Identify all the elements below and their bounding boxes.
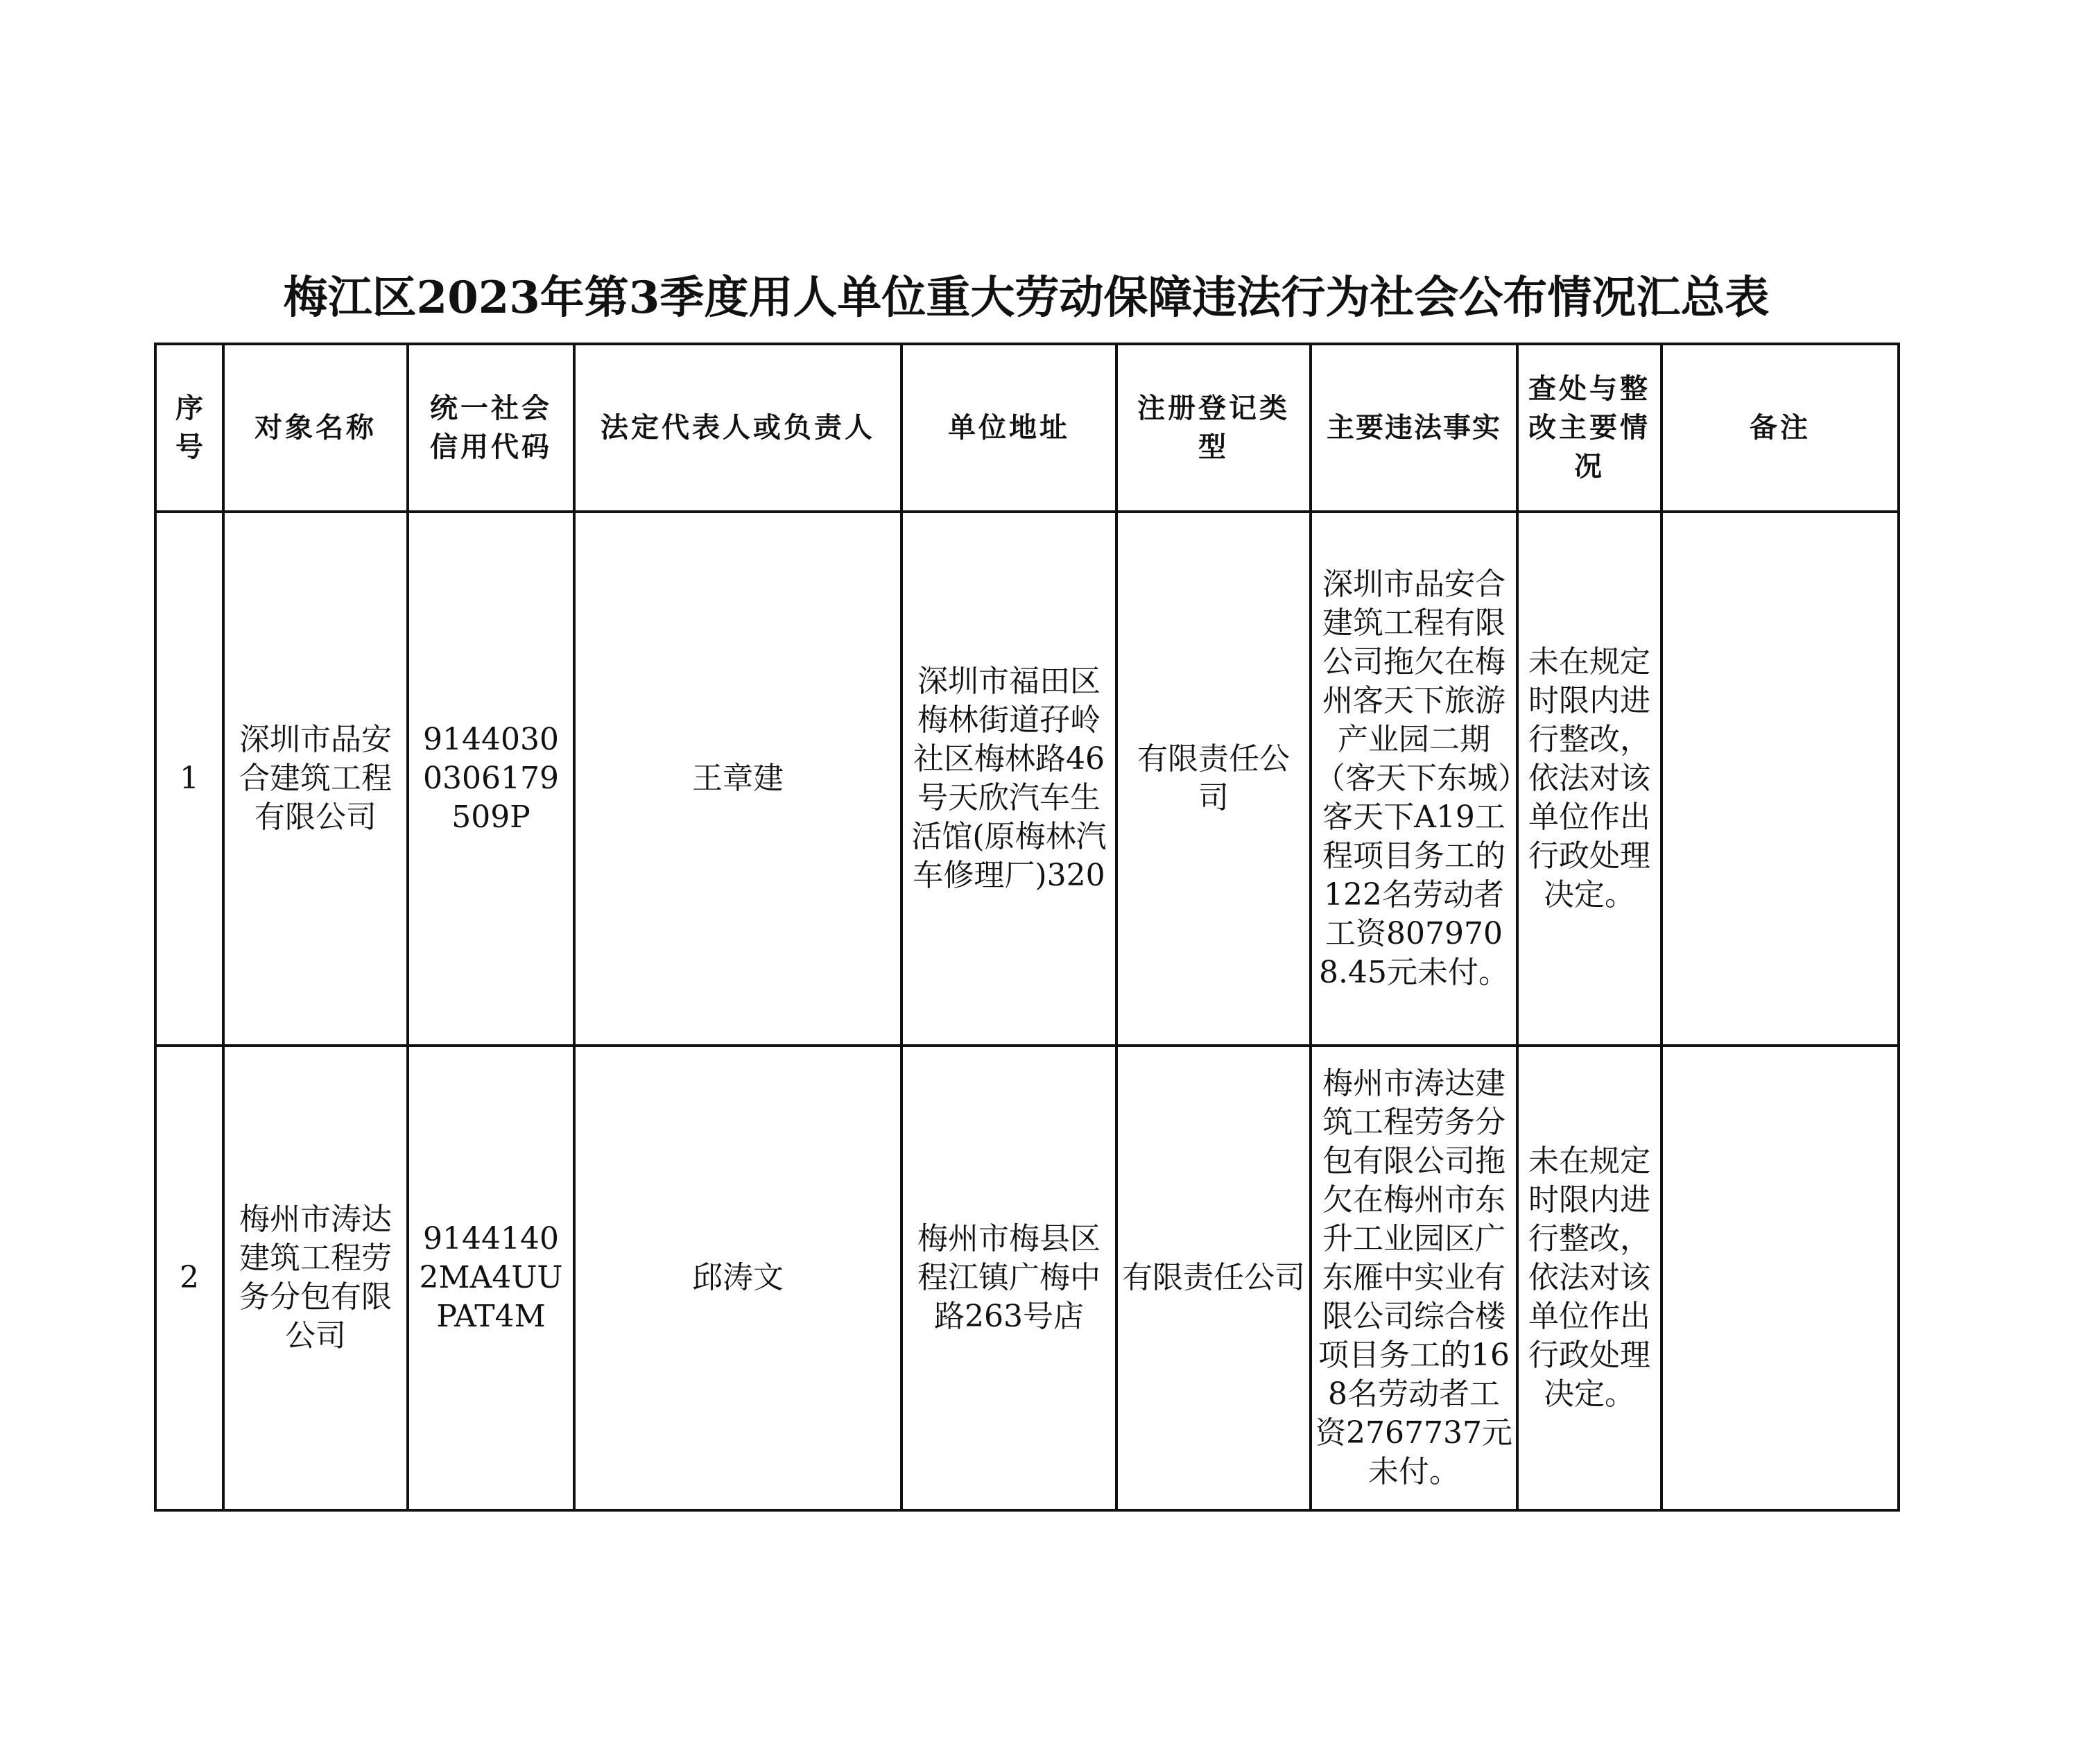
cell-address: 深圳市福田区梅林街道孖岭社区梅林路46号天欣汽车生活馆(原梅林汽车修理厂)320 (901, 512, 1116, 1046)
cell-legal-rep: 邱涛文 (574, 1046, 901, 1510)
summary-table (154, 343, 1900, 1512)
table-row (155, 1046, 1899, 1510)
cell-reg-type: 有限责任公司 (1116, 512, 1311, 1046)
cell-remarks (1662, 1046, 1899, 1510)
header-handling: 查处与整改主要情况 (1517, 344, 1662, 512)
cell-seq: 1 (155, 512, 223, 1046)
cell-seq: 2 (155, 1046, 223, 1510)
header-address: 单位地址 (901, 344, 1116, 512)
table-row (155, 512, 1899, 1046)
header-seq: 序号 (155, 344, 223, 512)
cell-violation: 梅州市涛达建筑工程劳务分包有限公司拖欠在梅州市东升工业园区广东雁中实业有限公司综合楼项目务工的168名劳动者工资2767737元未付。 (1311, 1046, 1517, 1510)
cell-name: 深圳市品安合建筑工程有限公司 (223, 512, 408, 1046)
cell-handling: 未在规定时限内进行整改，依法对该单位作出行政处理决定。 (1517, 512, 1662, 1046)
cell-legal-rep: 王章建 (574, 512, 901, 1046)
header-name: 对象名称 (223, 344, 408, 512)
cell-reg-type: 有限责任公司 (1116, 1046, 1311, 1510)
header-reg-type: 注册登记类型 (1116, 344, 1311, 512)
header-remarks: 备注 (1662, 344, 1899, 512)
cell-credit-code: 91440300306179509P (408, 512, 574, 1046)
header-credit-code: 统一社会信用代码 (408, 344, 574, 512)
header-violation: 主要违法事实 (1311, 344, 1517, 512)
cell-remarks (1662, 512, 1899, 1046)
header-row (155, 344, 1899, 512)
cell-violation: 深圳市品安合建筑工程有限公司拖欠在梅州客天下旅游产业园二期（客天下东城）客天下A19工程项目务工的122名劳动者工资8079708.45元未付。 (1311, 512, 1517, 1046)
cell-handling: 未在规定时限内进行整改，依法对该单位作出行政处理决定。 (1517, 1046, 1662, 1510)
cell-name: 梅州市涛达建筑工程劳务分包有限公司 (223, 1046, 408, 1510)
header-legal-rep: 法定代表人或负责人 (574, 344, 901, 512)
cell-address: 梅州市梅县区程江镇广梅中路263号店 (901, 1046, 1116, 1510)
document-title: 梅江区2023年第3季度用人单位重大劳动保障违法行为社会公布情况汇总表 (283, 272, 1770, 324)
cell-credit-code: 91441402MA4UUPAT4M (408, 1046, 574, 1510)
